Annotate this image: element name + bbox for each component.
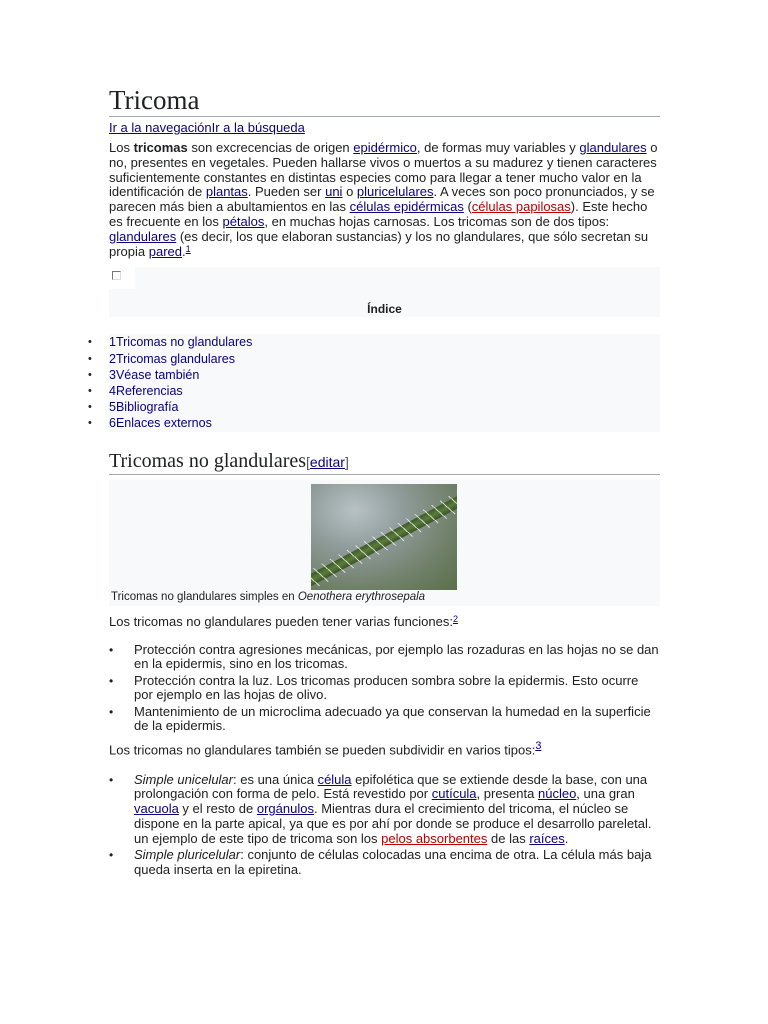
text-run: o no, presentes en vegetales. Pueden hallarse vivos o muertos a su madurez y tienen caracteres suficientemente constantes en distintas especies como para llegar a tener mucho valor en la identificación de xyxy=(109,140,658,200)
text-run: . xyxy=(182,243,186,259)
reference-3[interactable]: 3 xyxy=(535,740,542,753)
text-run: , de formas muy variables y xyxy=(416,140,580,155)
text-run: : conjunto de células colocadas una encima de otra. La célula más baja queda inserta en la epiretina. xyxy=(134,847,652,877)
toc-item[interactable] xyxy=(109,383,660,399)
text-run: . Mientras dura el crecimiento del tricoma, el núcleo se dispone en la parte apical, ya que es por ahí por donde se produce el desarrollo pareletal. un ejemplo de este tipo de tricoma son los xyxy=(134,801,652,846)
wiki-link[interactable]: uni xyxy=(325,184,343,200)
text-run: . A veces son poco pronunciados, y se parecen más bien a abultamientos en las xyxy=(109,184,655,215)
wiki-link[interactable]: orgánulos xyxy=(256,801,314,817)
types-list xyxy=(109,773,660,878)
text-run: y el resto de xyxy=(178,801,257,817)
text-run: de las xyxy=(487,830,530,846)
jump-to-navigation-link[interactable]: Ir a la navegación xyxy=(109,120,212,135)
toc-link[interactable]: Tricomas glandulares xyxy=(115,351,235,366)
function-item: • Protección contra agresiones mecánicas, por ejemplo las rozaduras en las hojas no se dan en la epidermis, sino en los tricomas. xyxy=(134,643,660,673)
caption-text: Tricomas no glandulares simples en xyxy=(111,590,298,603)
types-intro: Los tricomas no glandulares también se pueden subdividir en varios tipos:$^3$ xyxy=(109,740,542,758)
wiki-link[interactable]: epidérmico xyxy=(353,140,417,155)
toc-link[interactable]: Véase también xyxy=(115,367,200,382)
text-run: (es decir, los que elaboran sustancias) y los no glandulares, que sólo secretan su propia xyxy=(109,228,649,259)
section-heading-text: Tricomas no glandulares xyxy=(109,449,307,472)
checkbox-icon[interactable] xyxy=(112,271,121,280)
text-run: , una gran xyxy=(576,786,635,802)
red-link[interactable]: pelos absorbentes xyxy=(381,830,488,846)
text-run: : es una única xyxy=(233,771,318,787)
toc-number: 6 xyxy=(109,416,116,431)
toc-number: 2 xyxy=(109,351,116,366)
edit-link[interactable]: editar xyxy=(309,453,345,470)
text-run: son excrecencias de origen xyxy=(187,140,354,155)
page-title: Tricoma xyxy=(109,84,660,117)
text-run: epifolética que se extiende desde la base, con una prolongación con forma de pelo. Está revestido por xyxy=(134,771,648,802)
type-item xyxy=(134,848,660,878)
figure xyxy=(109,479,660,606)
toc-header xyxy=(109,267,660,317)
toc-number: 5 xyxy=(109,400,116,415)
reference-2[interactable]: 2 xyxy=(453,613,459,624)
toc-item[interactable] xyxy=(109,367,660,383)
bold-term: tricomas xyxy=(133,140,188,155)
toc-link[interactable]: Referencias xyxy=(115,383,183,398)
wiki-link[interactable]: glandulares xyxy=(579,140,647,155)
text-run: , presenta xyxy=(476,786,538,802)
edit-bracket-open: [ xyxy=(306,453,310,470)
text-run: . Pueden ser xyxy=(247,184,326,200)
text-run: , en muchas hojas carnosas. Los tricomas son de dos tipos: xyxy=(264,213,610,229)
intro-paragraph xyxy=(109,141,660,259)
wiki-link[interactable]: pared xyxy=(148,243,182,259)
functions-list xyxy=(109,643,660,735)
wiki-link[interactable]: pluricelulares xyxy=(356,184,434,200)
red-link[interactable]: células papilosas xyxy=(471,199,571,215)
jump-to-search-link[interactable]: Ir a la búsqueda xyxy=(211,120,305,135)
italic-term: Simple pluricelular xyxy=(134,847,241,863)
text-run: Los xyxy=(109,140,134,155)
toc-number: 1 xyxy=(109,335,116,350)
type-item xyxy=(134,773,660,847)
text-run: . xyxy=(564,830,569,846)
toc-link[interactable]: Tricomas no glandulares xyxy=(115,335,253,350)
toc-item[interactable] xyxy=(109,334,660,350)
italic-term: Simple unicelular xyxy=(134,771,233,787)
toc-list xyxy=(109,334,660,431)
wiki-link[interactable]: plantas xyxy=(205,184,248,200)
article xyxy=(109,84,660,879)
jump-links xyxy=(109,120,660,136)
wiki-link[interactable]: pétalos xyxy=(222,213,265,229)
text-run: ( xyxy=(463,199,472,215)
wiki-link[interactable]: raíces xyxy=(529,830,565,846)
reference-link[interactable]: 1 xyxy=(185,243,191,254)
wiki-link[interactable]: glandulares xyxy=(109,228,177,244)
function-item: • Protección contra la luz. Los tricomas producen sombra sobre la epidermis. Esto ocurre por ejemplo en las hojas de olivo. xyxy=(134,674,660,704)
toc-item[interactable] xyxy=(109,351,660,367)
toc-number: 3 xyxy=(109,367,116,382)
toc-link[interactable]: Bibliografía xyxy=(115,400,179,415)
toc-item[interactable] xyxy=(109,415,660,431)
functions-intro: Los tricomas no glandulares pueden tener varias funciones:$^2$ xyxy=(109,613,459,629)
figure-caption xyxy=(111,590,425,604)
toc-item[interactable] xyxy=(109,399,660,415)
wiki-link[interactable]: células epidérmicas xyxy=(349,199,464,215)
toc-link[interactable]: Enlaces externos xyxy=(115,416,212,431)
section-heading xyxy=(109,449,660,475)
caption-species: Oenothera erythrosepala xyxy=(297,590,426,603)
wiki-link[interactable]: cutícula xyxy=(431,786,477,802)
text-run: o xyxy=(342,184,357,200)
function-item: • Mantenimiento de un microclima adecuado ya que conservan la humedad en la superficie de la epidermis. xyxy=(134,705,660,735)
wiki-link[interactable]: núcleo xyxy=(537,786,577,802)
wiki-link[interactable]: vacuola xyxy=(134,801,179,817)
text-run: ). Este hecho es frecuente en los xyxy=(109,199,648,229)
wiki-link[interactable]: célula xyxy=(317,771,352,787)
toc-title: Índice xyxy=(367,302,402,317)
toc-number: 4 xyxy=(109,383,116,398)
edit-bracket-close: ] xyxy=(344,453,349,470)
trichome-photo[interactable] xyxy=(311,484,457,590)
